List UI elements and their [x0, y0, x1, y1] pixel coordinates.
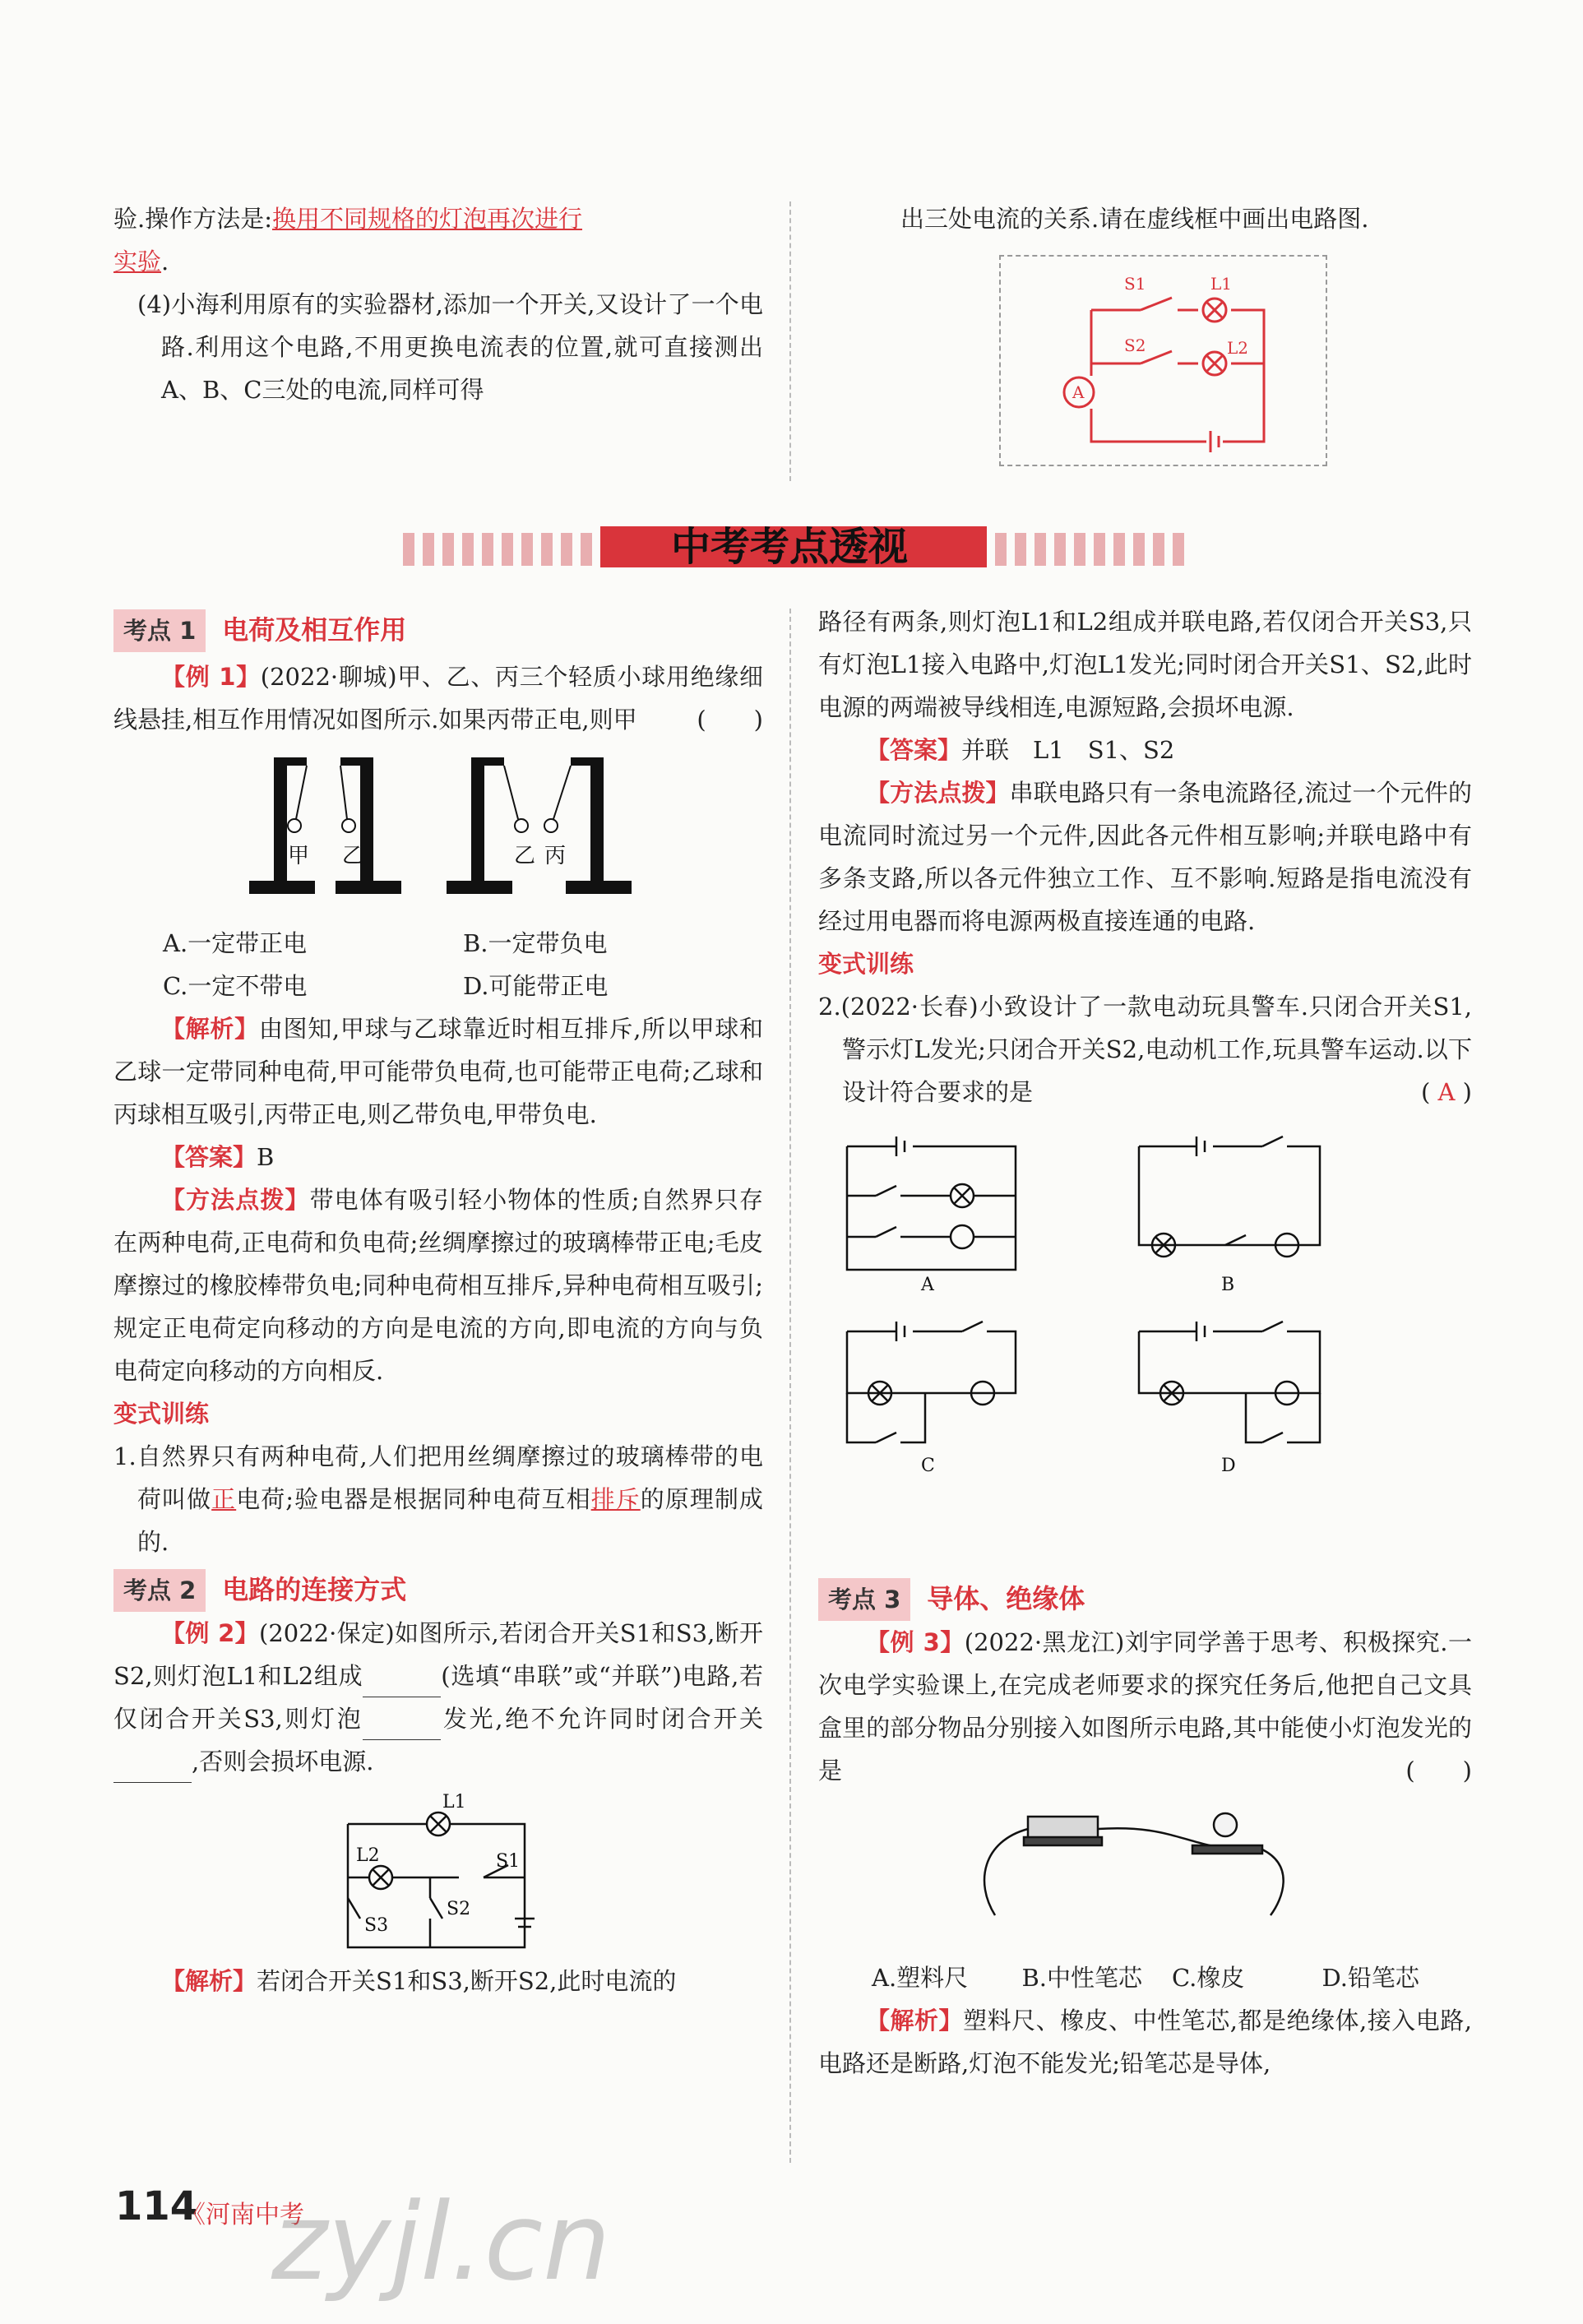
ball-label-jia: 甲 [288, 844, 310, 868]
section-banner [395, 508, 1184, 576]
option-b: B.中性笔芯 [1021, 1964, 1143, 1992]
ex2-label-s3: S3 [364, 1915, 389, 1936]
q2-answer: A [1437, 1078, 1456, 1106]
kp2-tag: 考点 2 [113, 1569, 206, 1612]
kp2-analysis: 【解析】若闭合开关S1和S3,断开S2,此时电流的 [161, 1967, 677, 1995]
kp2-variant-title: 变式训练 [818, 950, 914, 978]
kp2-analysis-continued: 路径有两条,则灯泡L1和L2组成并联电路,若仅闭合开关S3,只有灯泡L1接入电路中,灯泡L1发光;同时闭合开关S1、S2,此时电源的两端被导线相连,电源短路,会损坏电源. [818, 608, 1472, 721]
kp1-options-row2 [113, 965, 763, 1007]
kp1-tag: 考点 1 [113, 609, 206, 652]
kp2-answer: 【答案】并联 L1 S1、S2 [866, 736, 1175, 764]
blank-3 [113, 1757, 192, 1783]
kp2-header [113, 1568, 763, 1612]
footer-label: 《河南中考 [181, 2201, 304, 2229]
blank-2 [363, 1715, 441, 1740]
ball-figure [113, 741, 763, 922]
ex2-label-l1: L1 [442, 1792, 466, 1812]
watermark: zyjl.cn [271, 2179, 611, 2304]
label-s2: S2 [1124, 336, 1146, 355]
variant-q1: 1.自然界只有两种电荷,人们把用丝绸摩擦过的玻璃棒带的电荷叫做正电荷;验电器是根据同种电荷互相排斥的原理制成的. [113, 1442, 763, 1556]
top-right-text [818, 197, 1472, 240]
option-label-d: D [1221, 1456, 1236, 1476]
kp3-options [818, 1956, 1472, 1999]
answer-operation: 换用不同规格的灯泡再次进行 [272, 205, 583, 233]
hanging-balls-diagram [113, 741, 763, 922]
answer-circuit-box [999, 255, 1327, 466]
kp1-analysis: 【解析】由图知,甲球与乙球靠近时相互排斥,所以甲球和乙球一定带同种电荷,甲可能带负电荷,也可能带正电荷;乙球和丙球相互吸引,丙带正电,则乙带负电,甲带负电. [113, 1015, 763, 1128]
label-s1: S1 [1124, 274, 1146, 294]
q4-continued: 出三处电流的关系.请在虚线框中画出电路图. [900, 205, 1369, 233]
banner-title: 中考考点透视 [670, 524, 908, 570]
kp3-header [818, 1577, 1472, 1621]
q3-operation-line-2: 实验. [113, 248, 169, 275]
option-a: A.一定带正电 [163, 929, 308, 957]
top-left-text [113, 197, 763, 411]
kp3-tag: 考点 3 [818, 1578, 910, 1621]
column-divider-top [789, 201, 791, 481]
answer-operation-2: 实验 [113, 248, 162, 275]
ball-label-bing: 丙 [544, 844, 567, 868]
example2-circuit-diagram [113, 1783, 763, 1960]
q3-operation-line: 验.操作方法是:换用不同规格的灯泡再次进行 [113, 205, 583, 233]
kp1-header [113, 609, 763, 652]
ex2-label-s1: S1 [496, 1851, 521, 1872]
answer-circuit-diagram [1001, 257, 1326, 465]
column-divider-main [789, 609, 791, 2163]
ex2-label-l2: L2 [356, 1845, 380, 1866]
kp1-options-row1 [113, 922, 763, 965]
kp1-answer: 【答案】B [161, 1143, 275, 1171]
q2-circuit-options [818, 1113, 1472, 1574]
example1-text: 【例 1】(2022·聊城)甲、乙、丙三个轻质小球用绝缘细线悬挂,相互作用情况如图所示.如果丙带正电,则甲 ( ) [113, 663, 764, 734]
ball-label-yi-2: 乙 [514, 844, 536, 868]
right-column [818, 600, 1472, 2085]
conductor-test-circuit [818, 1792, 1472, 1956]
kp2-method: 【方法点拨】串联电路只有一条电流路径,流过一个元件的电流同时流过另一个元件,因此各元件相互影响;并联电路中有多条支路,所以各元件独立工作、互不影响.短路是指电流没有经过用电器而将电源两极直接连通的电路. [818, 779, 1472, 935]
option-label-c: C [921, 1456, 935, 1476]
label-l2: L2 [1227, 338, 1249, 358]
option-a: A.塑料尺 [872, 1964, 969, 1992]
example2-figure [113, 1783, 763, 1960]
option-d: D.铅笔芯 [1321, 1964, 1419, 1992]
q4-text: (4)小海利用原有的实验器材,添加一个开关,又设计了一个电路.利用这个电路,不用更换电流表的位置,就可直接测出A、B、C三处的电流,同样可得 [137, 290, 763, 404]
q2-circuits [818, 1113, 1472, 1574]
option-c: C.橡皮 [1172, 1964, 1245, 1992]
option-d: D.可能带正电 [463, 972, 609, 1000]
option-b: B.一定带负电 [463, 929, 608, 957]
kp1-method: 【方法点拨】带电体有吸引轻小物体的性质;自然界只存在两种电荷,正电荷和负电荷;丝绸摩擦过的玻璃棒带正电;毛皮摩擦过的橡胶棒带负电;同种电荷相互排斥,异种电荷相互吸引;规定正电荷定向移动的方向是电流的方向,即电流的方向与负电荷定向移动的方向相反. [113, 1186, 763, 1385]
ball-label-yi: 乙 [342, 844, 364, 868]
option-label-a: A [921, 1275, 934, 1295]
option-c: C.一定不带电 [163, 972, 308, 1000]
kp3-analysis: 【解析】塑料尺、橡皮、中性笔芯,都是绝缘体,接入电路,电路还是断路,灯泡不能发光;铅笔芯是导体, [818, 2007, 1472, 2077]
variant-q2: 2.(2022·长春)小致设计了一款电动玩具警车.只闭合开关S1,警示灯L发光;只闭合开关S2,电动机工作,玩具警车运动.以下设计符合要求的是 ( A ) [818, 993, 1472, 1106]
kp2-title: 电路的连接方式 [222, 1574, 407, 1605]
option-label-b: B [1221, 1275, 1235, 1295]
example2-text: 【例 2】(2022·保定)如图所示,若闭合开关S1和S3,断开S2,则灯泡L1和L2组成 (选填“串联”或“并联”)电路,若仅闭合开关S3,则灯泡 发光,绝不允许同时闭合开关,否则会损坏电源. [113, 1612, 763, 1783]
blank-1 [363, 1672, 441, 1697]
kp1-title: 电荷及相互作用 [222, 614, 407, 646]
example3-figure [818, 1792, 1472, 1956]
page-number: 114 [115, 2183, 198, 2229]
label-ammeter: A [1072, 382, 1085, 402]
left-column [113, 609, 763, 2002]
example3-text: 【例 3】(2022·黑龙江)刘宇同学善于思考、积极探究.一次电学实验课上,在完成老师要求的探究任务后,他把自己文具盒里的部分物品分别接入如图所示电路,其中能使小灯泡发光的是 ( ) [818, 1628, 1472, 1785]
kp3-title: 导体、绝缘体 [927, 1583, 1085, 1614]
ex2-label-s2: S2 [447, 1899, 471, 1919]
label-l1: L1 [1210, 274, 1233, 294]
kp1-variant-title: 变式训练 [113, 1400, 210, 1428]
